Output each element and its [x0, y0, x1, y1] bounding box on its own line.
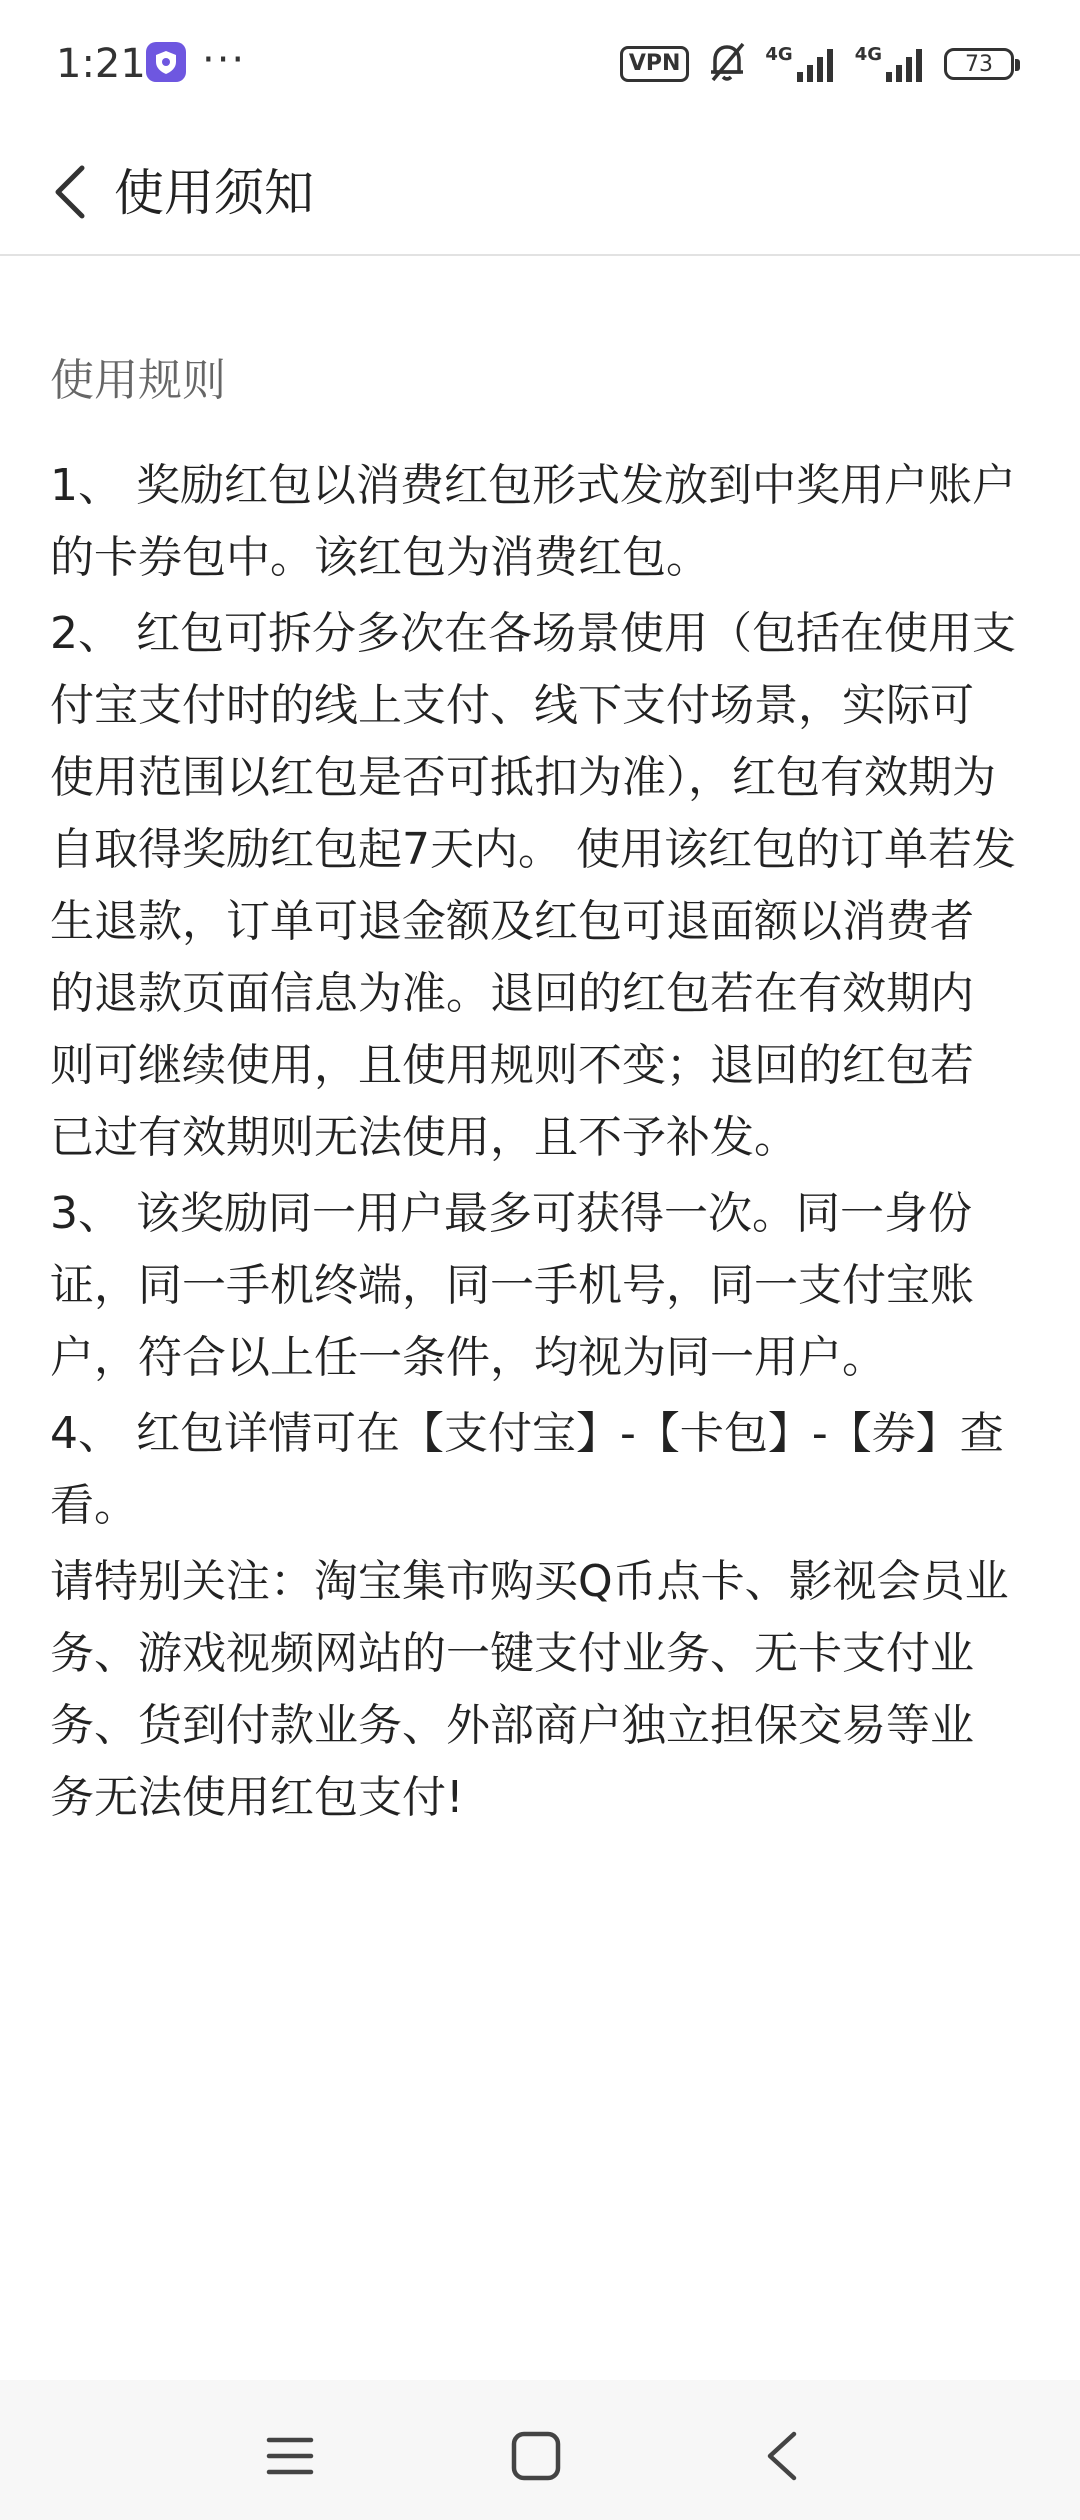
system-nav-bar	[0, 2380, 1080, 2520]
chevron-left-icon	[48, 162, 92, 222]
status-indicators	[620, 40, 1014, 88]
signal-4g-icon-2	[855, 46, 926, 82]
vpn-badge: VPN	[620, 46, 690, 82]
status-bar	[0, 0, 1080, 128]
page-title: 使用须知	[114, 164, 314, 222]
special-notice: 请特别关注：淘宝集市购买Q币点卡、影视会员业务、游戏视频网站的一键支付业务、无卡支付业务、货到付款业务、外部商户独立担保交易等业务无法使用红包支付!	[50, 1556, 1009, 1823]
recent-apps-button[interactable]	[250, 2416, 330, 2496]
network-type-2: 4G	[854, 44, 882, 65]
home-button[interactable]	[496, 2416, 576, 2496]
more-notifications-icon: ···	[202, 37, 247, 83]
rule-item-2: 2、 红包可拆分多次在各场景使用（包括在使用支付宝支付时的线上支付、线下支付场景，实际可使用范围以红包是否可抵扣为准），红包有效期为自取得奖励红包起7天内。 使用该红包的订单若发生退款，订单可退金额及红包可退面额以消费者的退款页面信息为准。退回的红包若在有效期内则可继续使用，且使用规则不变；退回的红包若已过有效期则无法使用，且不予补发。	[50, 608, 1016, 1163]
status-time: 1:21	[56, 41, 146, 87]
signal-4g-icon-1	[765, 46, 836, 82]
battery-level: 73	[965, 51, 993, 77]
app-header	[0, 128, 1080, 256]
back-button[interactable]	[30, 152, 110, 232]
back-triangle-icon	[762, 2428, 802, 2484]
rule-item-4: 4、 红包详情可在【支付宝】-【卡包】-【券】查看。	[50, 1408, 1004, 1531]
mute-bell-icon	[707, 40, 747, 88]
home-square-icon	[510, 2430, 562, 2482]
rules-content	[50, 350, 1016, 1838]
system-back-button[interactable]	[742, 2416, 822, 2496]
rule-item-1: 1、 奖励红包以消费红包形式发放到中奖用户账户的卡券包中。该红包为消费红包。	[50, 460, 1016, 583]
rule-item-3: 3、 该奖励同一用户最多可获得一次。同一身份证，同一手机终端，同一手机号，同一支付宝账户，符合以上任一条件，均视为同一用户。	[50, 1188, 974, 1383]
battery-icon	[944, 48, 1014, 80]
shield-app-icon	[146, 42, 186, 82]
network-type-1: 4G	[765, 44, 793, 65]
menu-icon	[265, 2434, 315, 2478]
section-title: 使用规则	[50, 355, 226, 406]
